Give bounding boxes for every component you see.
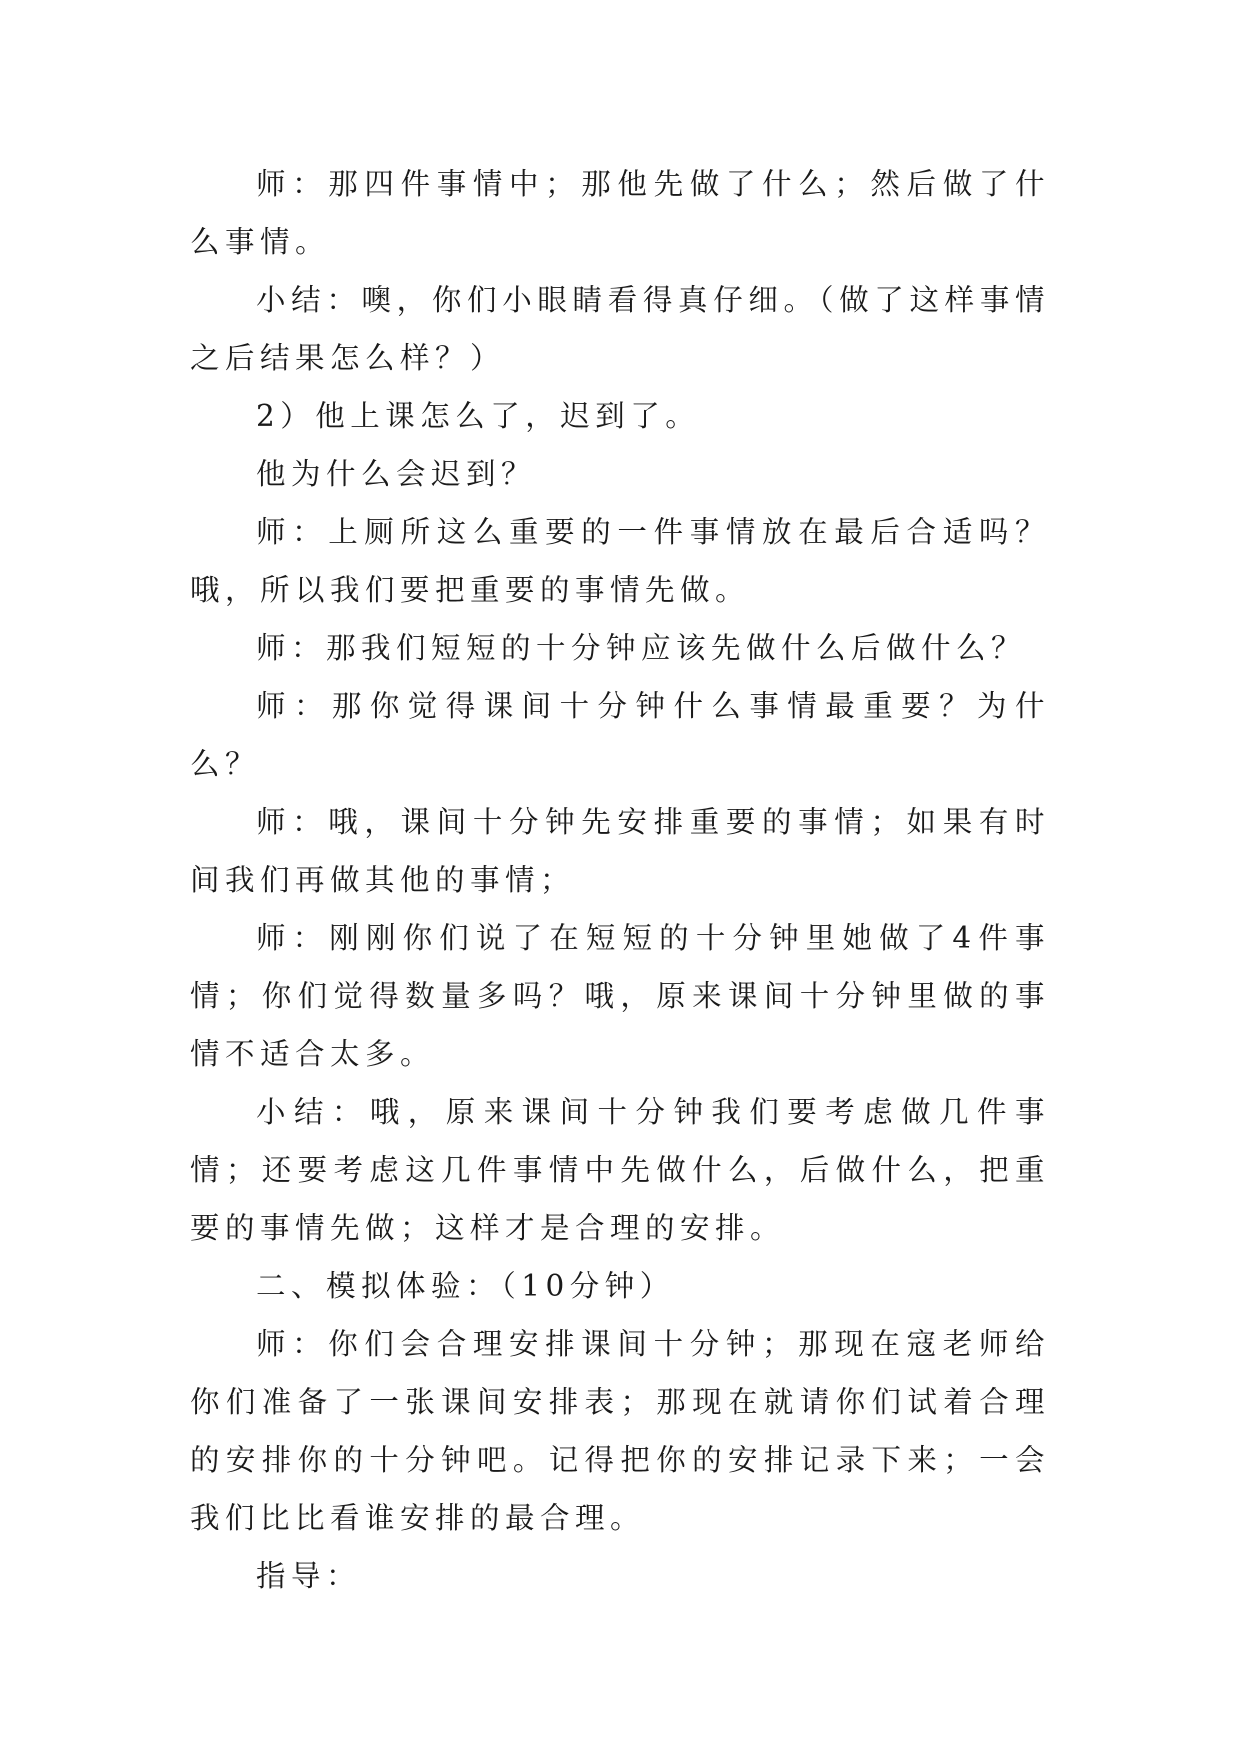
paragraph-teacher-schedule-sheet: 师：你们会合理安排课间十分钟；那现在寇老师给你们准备了一张课间安排表；那现在就请你们试着合理的安排你的十分钟吧。记得把你的安排记录下来；一会我们比比看谁安排的最合理。 <box>190 1327 1050 1535</box>
paragraph-summary-observation: 小结：噢，你们小眼睛看得真仔细。（做了这样事情之后结果怎么样？） <box>190 283 1050 375</box>
paragraph-teacher-order: 师：那我们短短的十分钟应该先做什么后做什么？ <box>256 631 1027 665</box>
paragraph-teacher-arrange-important: 师：哦，课间十分钟先安排重要的事情；如果有时间我们再做其他的事情； <box>190 805 1050 897</box>
document-body <box>190 155 1050 1605</box>
section-heading-simulation: 二、模拟体验：（10分钟） <box>256 1269 675 1303</box>
paragraph-teacher-toilet-last: 师：上厕所这么重要的一件事情放在最后合适吗？哦，所以我们要把重要的事情先做。 <box>190 515 1050 607</box>
paragraph-teacher-quantity: 师：刚刚你们说了在短短的十分钟里她做了4件事情；你们觉得数量多吗？哦，原来课间十分钟里做的事情不适合太多。 <box>190 921 1050 1071</box>
paragraph-summary-reasonable: 小结：哦，原来课间十分钟我们要考虑做几件事情；还要考虑这几件事情中先做什么，后做什么，把重要的事情先做；这样才是合理的安排。 <box>190 1095 1050 1245</box>
paragraph-late-to-class: 2）他上课怎么了，迟到了。 <box>256 399 701 433</box>
paragraph-why-late: 他为什么会迟到？ <box>256 457 537 491</box>
paragraph-guidance: 指导： <box>256 1559 362 1593</box>
paragraph-teacher-most-important: 师：那你觉得课间十分钟什么事情最重要？为什么？ <box>190 689 1050 781</box>
paragraph-teacher-four-things: 师：那四件事情中；那他先做了什么；然后做了什么事情。 <box>190 167 1050 259</box>
